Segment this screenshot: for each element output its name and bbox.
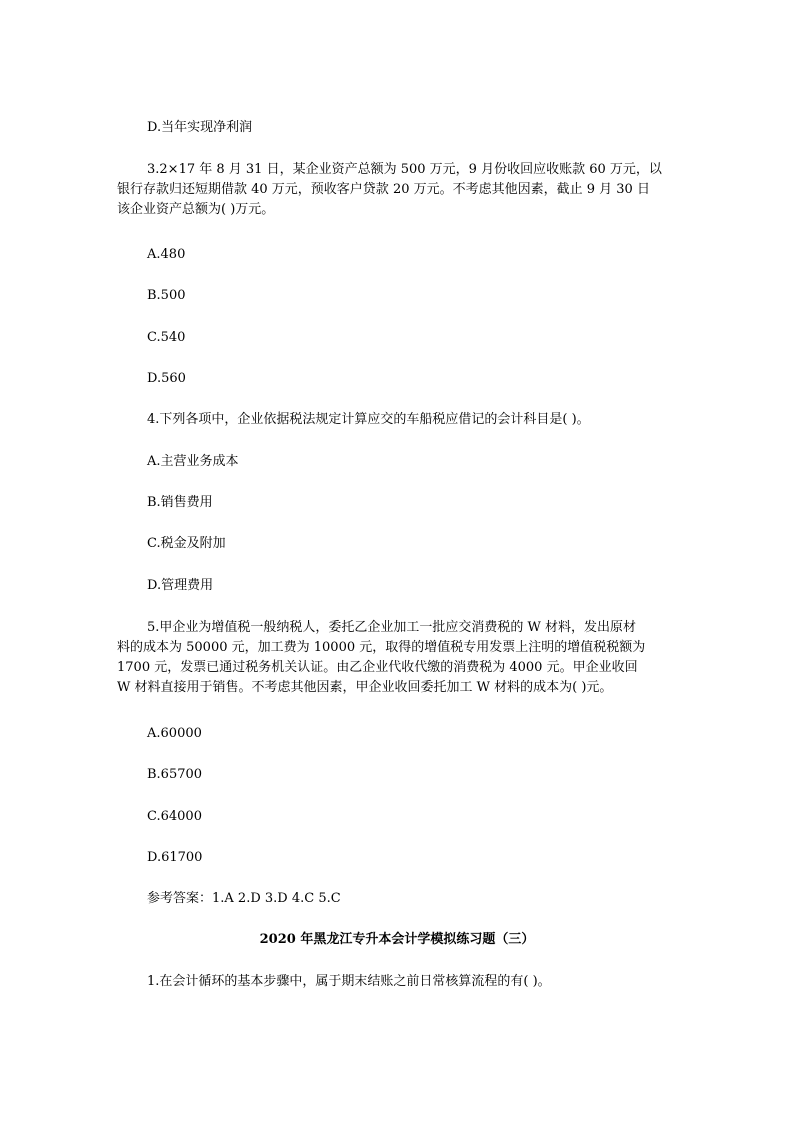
q3-option-d: D.560 bbox=[147, 371, 186, 386]
q4-option-a: A.主营业务成本 bbox=[147, 454, 239, 469]
question-3-stem bbox=[117, 160, 667, 220]
answer-key: 参考答案：1.A 2.D 3.D 4.C 5.C bbox=[147, 891, 341, 906]
q5-option-d: D.61700 bbox=[147, 850, 203, 865]
q3-option-a: A.480 bbox=[147, 247, 186, 262]
q3-option-b: B.500 bbox=[147, 288, 186, 303]
q5-line-2: 料的成本为 50000 元，加工费为 10000 元，取得的增值税专用发票上注明的增值税税额为 bbox=[117, 640, 646, 655]
q5-option-b: B.65700 bbox=[147, 767, 203, 782]
q3-line-2: 银行存款归还短期借款 40 万元，预收客户贷款 20 万元。不考虑其他因素，截止 9 月 30 日 bbox=[117, 182, 650, 197]
q5-line-1: 5.甲企业为增值税一般纳税人，委托乙企业加工一批应交消费税的 W 材料，发出原材 bbox=[147, 620, 637, 635]
q3-line-3: 该企业资产总额为( )万元。 bbox=[117, 202, 275, 217]
q3-line-1: 3.2×17 年 8 月 31 日，某企业资产总额为 500 万元，9 月份收回应收账款 60 万元，以 bbox=[147, 162, 662, 177]
next-question-1: 1.在会计循环的基本步骤中，属于期末结账之前日常核算流程的有( )。 bbox=[147, 974, 551, 989]
q2-option-d: D.当年实现净利润 bbox=[147, 120, 253, 135]
q3-option-c: C.540 bbox=[147, 330, 186, 345]
q4-option-b: B.销售费用 bbox=[147, 495, 213, 510]
q5-line-3: 1700 元，发票已通过税务机关认证。由乙企业代收代缴的消费税为 4000 元。甲企业收回 bbox=[117, 660, 638, 675]
question-5-stem bbox=[117, 618, 667, 698]
q4-option-d: D.管理费用 bbox=[147, 578, 214, 593]
q5-option-a: A.60000 bbox=[147, 726, 202, 741]
q4-option-c: C.税金及附加 bbox=[147, 536, 226, 551]
q5-option-c: C.64000 bbox=[147, 809, 202, 824]
section-title: 2020 年黑龙江专升本会计学模拟练习题（三） bbox=[259, 932, 535, 947]
question-4-stem: 4.下列各项中，企业依据税法规定计算应交的车船税应借记的会计科目是( )。 bbox=[147, 412, 590, 427]
q5-line-4: W 材料直接用于销售。不考虑其他因素，甲企业收回委托加工 W 材料的成本为( )元。 bbox=[117, 680, 613, 695]
